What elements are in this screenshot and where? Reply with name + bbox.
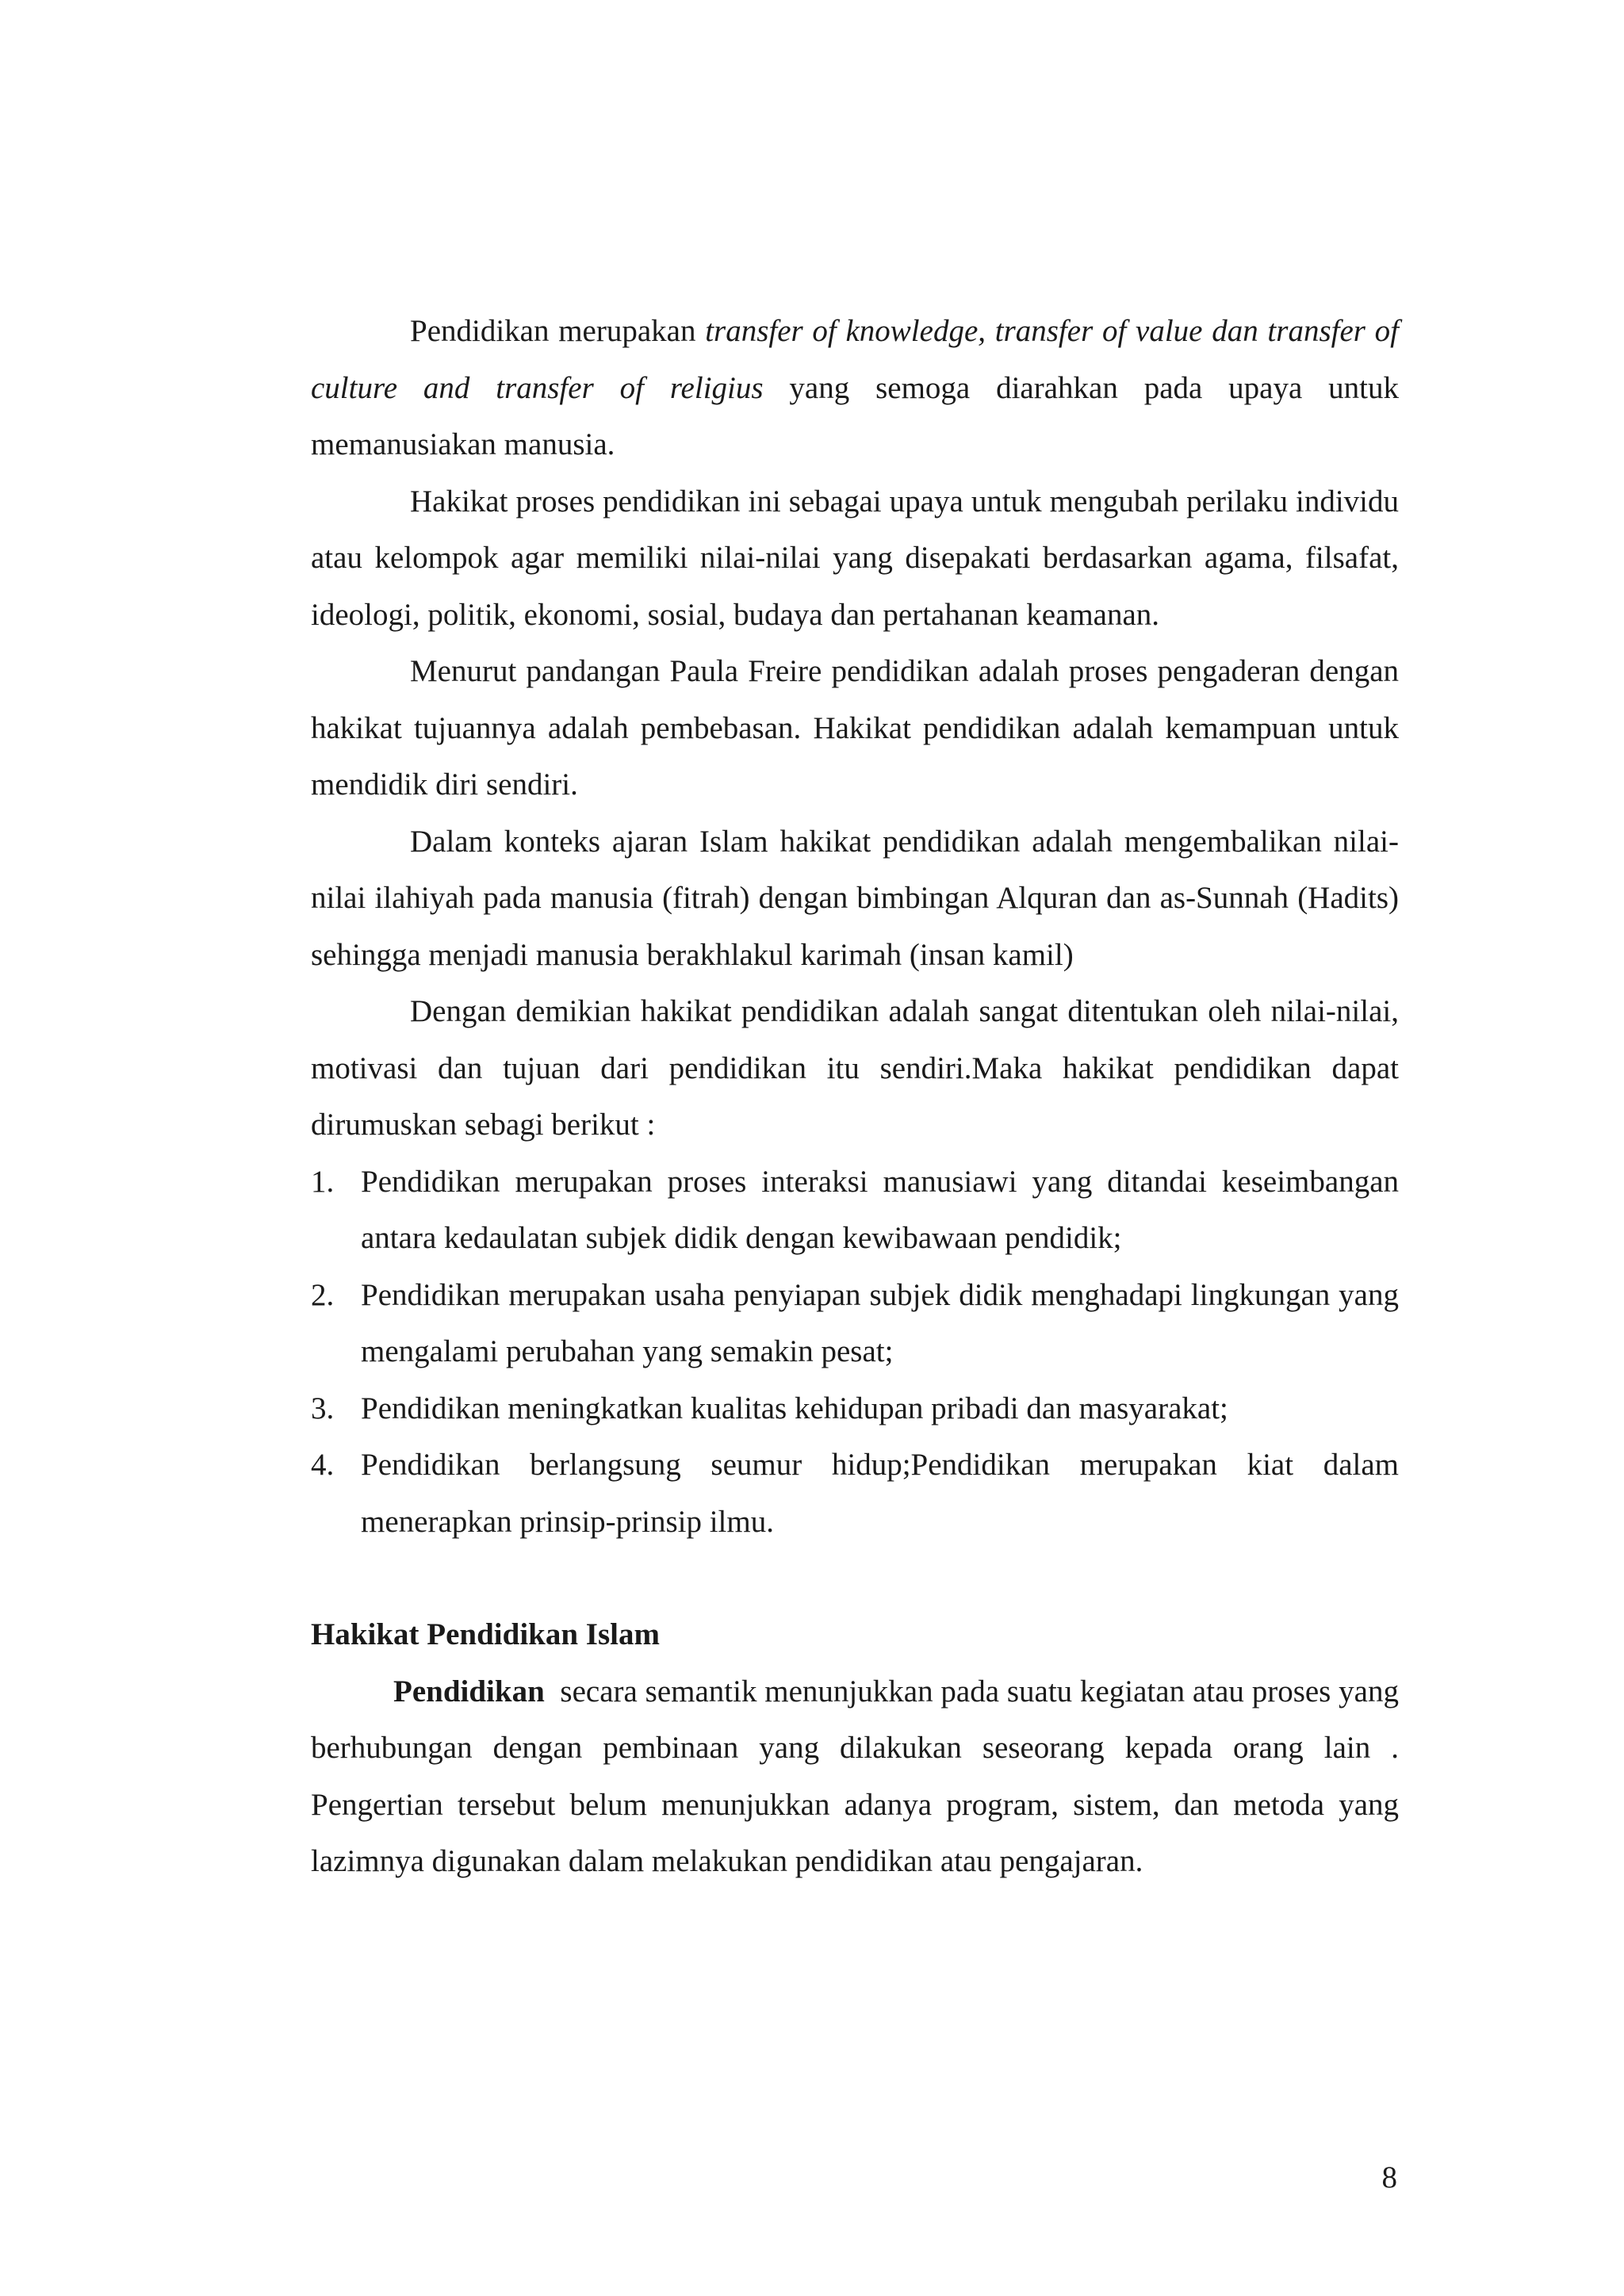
list-number: 2. bbox=[311, 1277, 335, 1312]
paragraph-text: yang semoga diarahkan pada upaya untuk memanusiakan manusia. bbox=[311, 370, 1399, 461]
list-text: Pendidikan berlangsung seumur hidup;Pendidikan merupakan kiat dalam menerapkan prinsip-prinsip ilmu. bbox=[361, 1448, 1399, 1539]
paragraph-text: secara semantik menunjukkan pada suatu kegiatan atau proses yang berhubungan dengan pembinaan yang dilakukan seseorang kepada orang lain . Pengertian tersebut belum menunjukkan adanya program, sistem, dan metoda yang lazimnya digunakan dalam melakukan pendidikan atau pengajaran. bbox=[311, 1674, 1407, 1878]
paragraph-dengan-demikian: Dengan demikian hakikat pendidikan adalah sangat ditentukan oleh nilai-nilai, motivasi dan tujuan dari pendidikan itu sendiri.Maka hakikat pendidikan dapat dirumuskan sebagi berikut : bbox=[311, 994, 1399, 1142]
list-number: 3. bbox=[311, 1391, 335, 1425]
page-number: 8 bbox=[1381, 2160, 1397, 2195]
list-item bbox=[311, 1267, 1399, 1380]
paragraph-konteks-islam: Dalam konteks ajaran Islam hakikat pendidikan adalah mengembalikan nilai-nilai ilahiyah pada manusia (fitrah) dengan bimbingan Alquran dan as-Sunnah (Hadits) sehingga menjadi manusia berakhlakul karimah (insan kamil) bbox=[311, 824, 1399, 972]
list-text: Pendidikan meningkatkan kualitas kehidupan pribadi dan masyarakat; bbox=[361, 1391, 1228, 1425]
list-text: Pendidikan merupakan proses interaksi manusiawi yang ditandai keseimbangan antara kedaulatan subjek didik dengan kewibawaan pendidik; bbox=[361, 1164, 1399, 1255]
list-item bbox=[311, 1154, 1399, 1267]
page-content bbox=[311, 303, 1407, 1890]
list-text: Pendidikan merupakan usaha penyiapan subjek didik menghadapi lingkungan yang mengalami perubahan yang semakin pesat; bbox=[361, 1277, 1399, 1368]
list-item bbox=[311, 1437, 1399, 1550]
bold-term: Pendidikan bbox=[393, 1674, 545, 1709]
paragraph-hakikat-proses: Hakikat proses pendidikan ini sebagai upaya untuk mengubah perilaku individu atau kelompok agar memiliki nilai-nilai yang disepakati berdasarkan agama, filsafat, ideologi, politik, ekonomi, sosial, budaya dan pertahanan keamanan. bbox=[311, 484, 1399, 632]
list-item bbox=[311, 1380, 1399, 1437]
paragraph-pendidikan-semantik bbox=[311, 1663, 1407, 1890]
italic-phrase: transfer of knowledge, transfer of value dan transfer of culture and transfer of religius bbox=[311, 314, 1400, 405]
numbered-list bbox=[311, 1154, 1399, 1551]
list-number: 1. bbox=[311, 1164, 335, 1199]
paragraph-text: Pendidikan merupakan bbox=[410, 314, 706, 348]
paragraph-paula-freire: Menurut pandangan Paula Freire pendidikan adalah proses pengaderan dengan hakikat tujuannya adalah pembebasan. Hakikat pendidikan adalah kemampuan untuk mendidik diri sendiri. bbox=[311, 654, 1399, 802]
paragraph-transfer bbox=[311, 303, 1399, 473]
section-heading: Hakikat Pendidikan Islam bbox=[311, 1617, 660, 1651]
list-number: 4. bbox=[311, 1448, 335, 1482]
